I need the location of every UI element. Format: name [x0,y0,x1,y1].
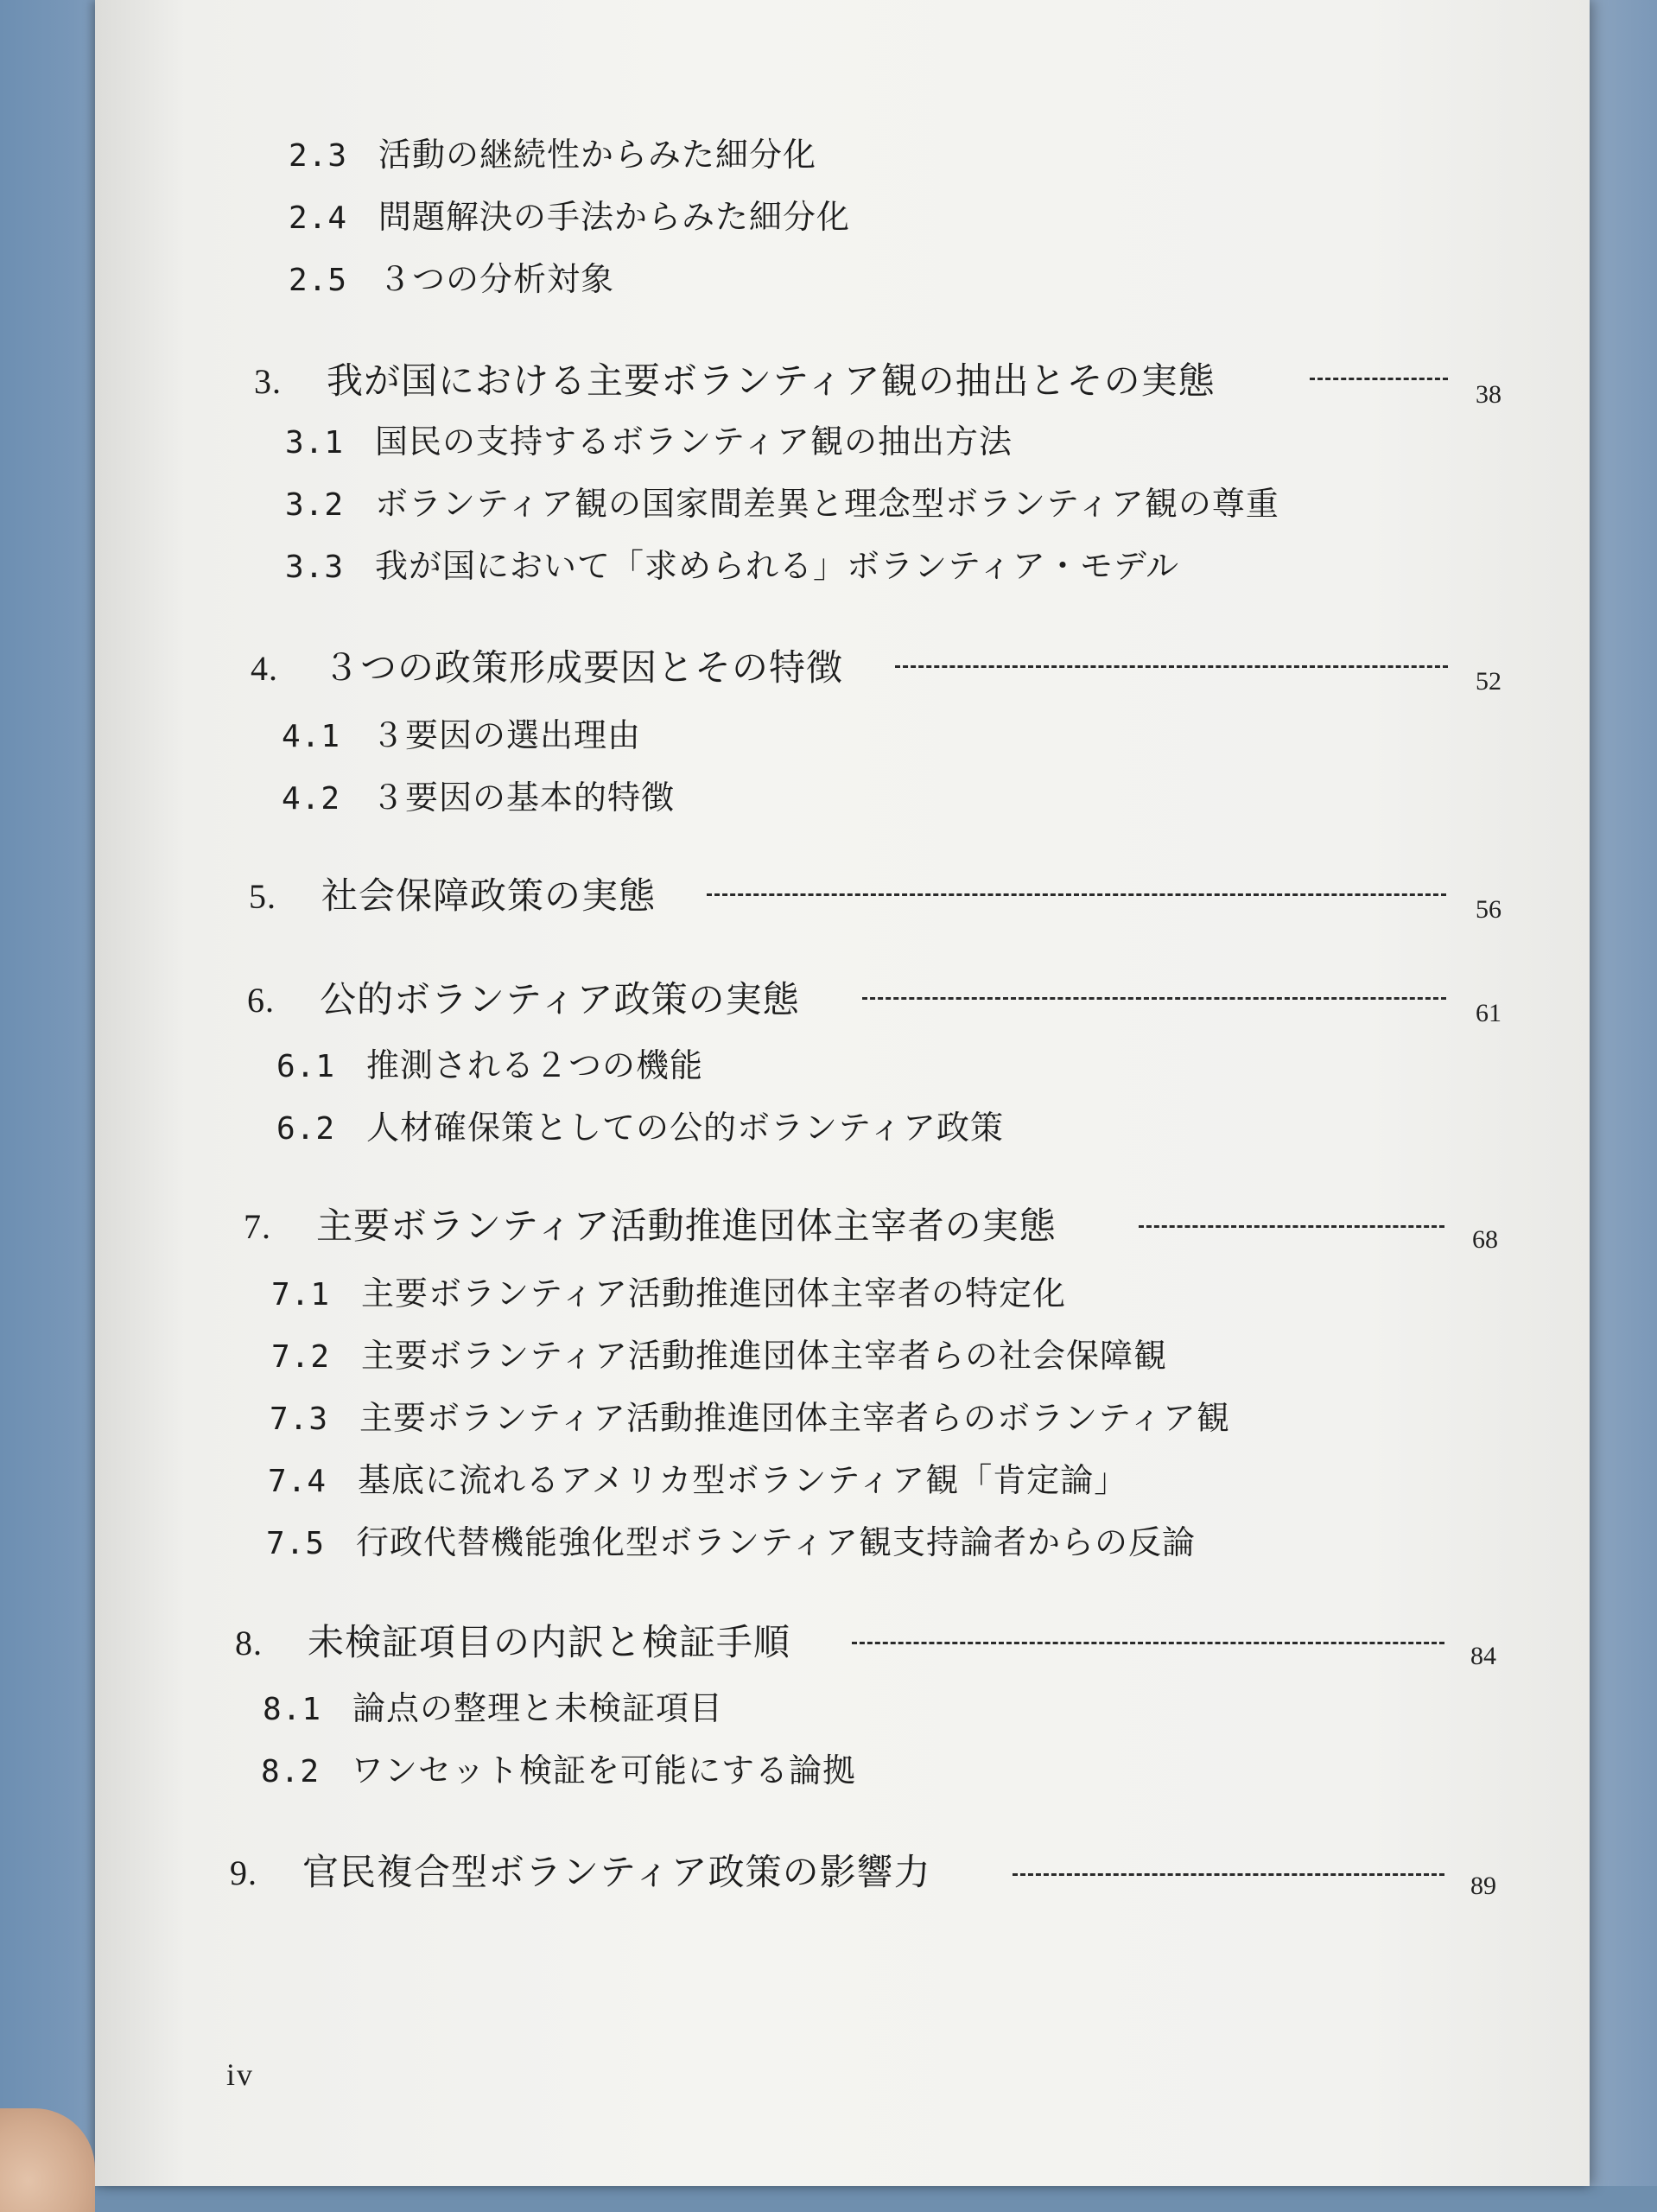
toc-number: 6. [247,981,275,1020]
toc-title: 人材確保策としての公的ボランティア政策 [366,1109,1004,1147]
toc-number: 5. [249,877,276,916]
toc-entry [285,477,1279,524]
toc-entry [282,709,641,756]
toc-number: 8.2 [261,1754,321,1789]
toc-number: 2.5 [289,263,348,298]
toc-entry [276,1039,703,1086]
toc-title: 主要ボランティア活動推進団体主宰者の特定化 [361,1274,1066,1313]
toc-entry [271,1267,1066,1314]
toc-title: 主要ボランティア活動推進団体主宰者らのボランティア観 [359,1399,1230,1437]
page-number-roman: iv [226,2057,255,2092]
toc-number: 4.2 [282,781,341,817]
toc-page-number: 52 [1476,667,1501,696]
toc-title: 主要ボランティア活動推進団体主宰者の実態 [316,1205,1057,1247]
toc-number: 6.2 [276,1111,336,1147]
toc-entry [289,190,850,238]
toc-title: ワンセット検証を可能にする論拠 [351,1751,857,1789]
toc-chapter [230,1844,931,1896]
toc-number: 7.2 [271,1339,331,1375]
toc-entry [285,415,1013,462]
toc-page-number: 56 [1476,895,1501,924]
toc-number: 7. [244,1207,271,1246]
toc-number: 2.3 [289,138,348,174]
dot-leader [707,893,1446,896]
toc-number: 2.4 [289,200,348,236]
toc-title: ボランティア観の国家間差異と理念型ボランティア観の尊重 [375,485,1279,523]
toc-entry [261,1744,856,1791]
toc-page-number: 89 [1470,1872,1496,1900]
toc-page-number: 68 [1472,1225,1498,1254]
toc-entry [282,771,675,818]
toc-entry [276,1101,1004,1148]
toc-title: 問題解決の手法からみた細分化 [378,198,851,236]
toc-page-number: 61 [1476,999,1501,1027]
toc-number: 7.3 [270,1402,329,1437]
toc-title: 活動の継続性からみた細分化 [378,136,817,174]
toc-chapter [251,639,843,691]
toc-number: 7.5 [266,1526,326,1561]
toc-entry [285,539,1179,587]
toc-page-number: 38 [1476,380,1501,409]
toc-title: 推測される２つの機能 [366,1046,704,1084]
toc-number: 3.3 [285,550,345,585]
toc-title: 公的ボランティア政策の実態 [320,978,800,1020]
toc-chapter [247,971,800,1023]
toc-title: 国民の支持するボランティア観の抽出方法 [375,423,1013,461]
toc-title: 社会保障政策の実態 [321,874,657,917]
toc-number: 7.4 [268,1464,327,1499]
toc-number: 3.2 [285,487,345,523]
toc-entry [271,1329,1167,1376]
toc-entry [289,252,614,300]
toc-entry [270,1391,1230,1439]
dot-leader [1139,1225,1444,1228]
toc-chapter [249,868,656,919]
toc-number: 4.1 [282,719,341,754]
toc-number: 6.1 [276,1049,336,1084]
dot-leader [1013,1873,1444,1876]
toc-page-number: 84 [1470,1642,1496,1670]
toc-title: 主要ボランティア活動推進団体主宰者らの社会保障観 [361,1337,1167,1375]
dot-leader [1310,378,1448,380]
toc-title: 我が国において「求められる」ボランティア・モデル [375,547,1180,585]
dot-leader [852,1642,1444,1644]
toc-title: 官民複合型ボランティア政策の影響力 [302,1851,931,1893]
toc-number: 4. [251,649,278,688]
toc-title: ３要因の選出理由 [371,716,642,754]
toc-entry [266,1516,1196,1563]
toc-number: 7.1 [271,1277,331,1313]
toc-title: 基底に流れるアメリカ型ボランティア観「肯定論」 [358,1461,1128,1499]
toc-title: ３つの政策形成要因とその特徴 [323,646,844,689]
toc-chapter [244,1198,1057,1249]
dot-leader [895,665,1448,668]
toc-entry [268,1453,1127,1501]
toc-number: 9. [230,1853,257,1892]
toc-chapter [254,353,1216,404]
toc-entry [263,1681,723,1729]
toc-title: 行政代替機能強化型ボランティア観支持論者からの反論 [356,1523,1196,1561]
dot-leader [862,997,1446,1000]
toc-title: 論点の整理と未検証項目 [352,1689,724,1727]
toc-number: 3. [254,362,282,401]
toc-title: ３つの分析対象 [378,260,615,298]
toc-entry [289,128,816,175]
toc-title: 我が国における主要ボランティア観の抽出とその実態 [327,359,1216,402]
toc-number: 8. [235,1624,263,1662]
toc-title: 未検証項目の内訳と検証手順 [308,1621,791,1663]
toc-number: 8.1 [263,1692,322,1727]
toc-chapter [235,1614,790,1666]
toc-number: 3.1 [285,425,345,461]
toc-title: ３要因の基本的特徴 [371,779,676,817]
